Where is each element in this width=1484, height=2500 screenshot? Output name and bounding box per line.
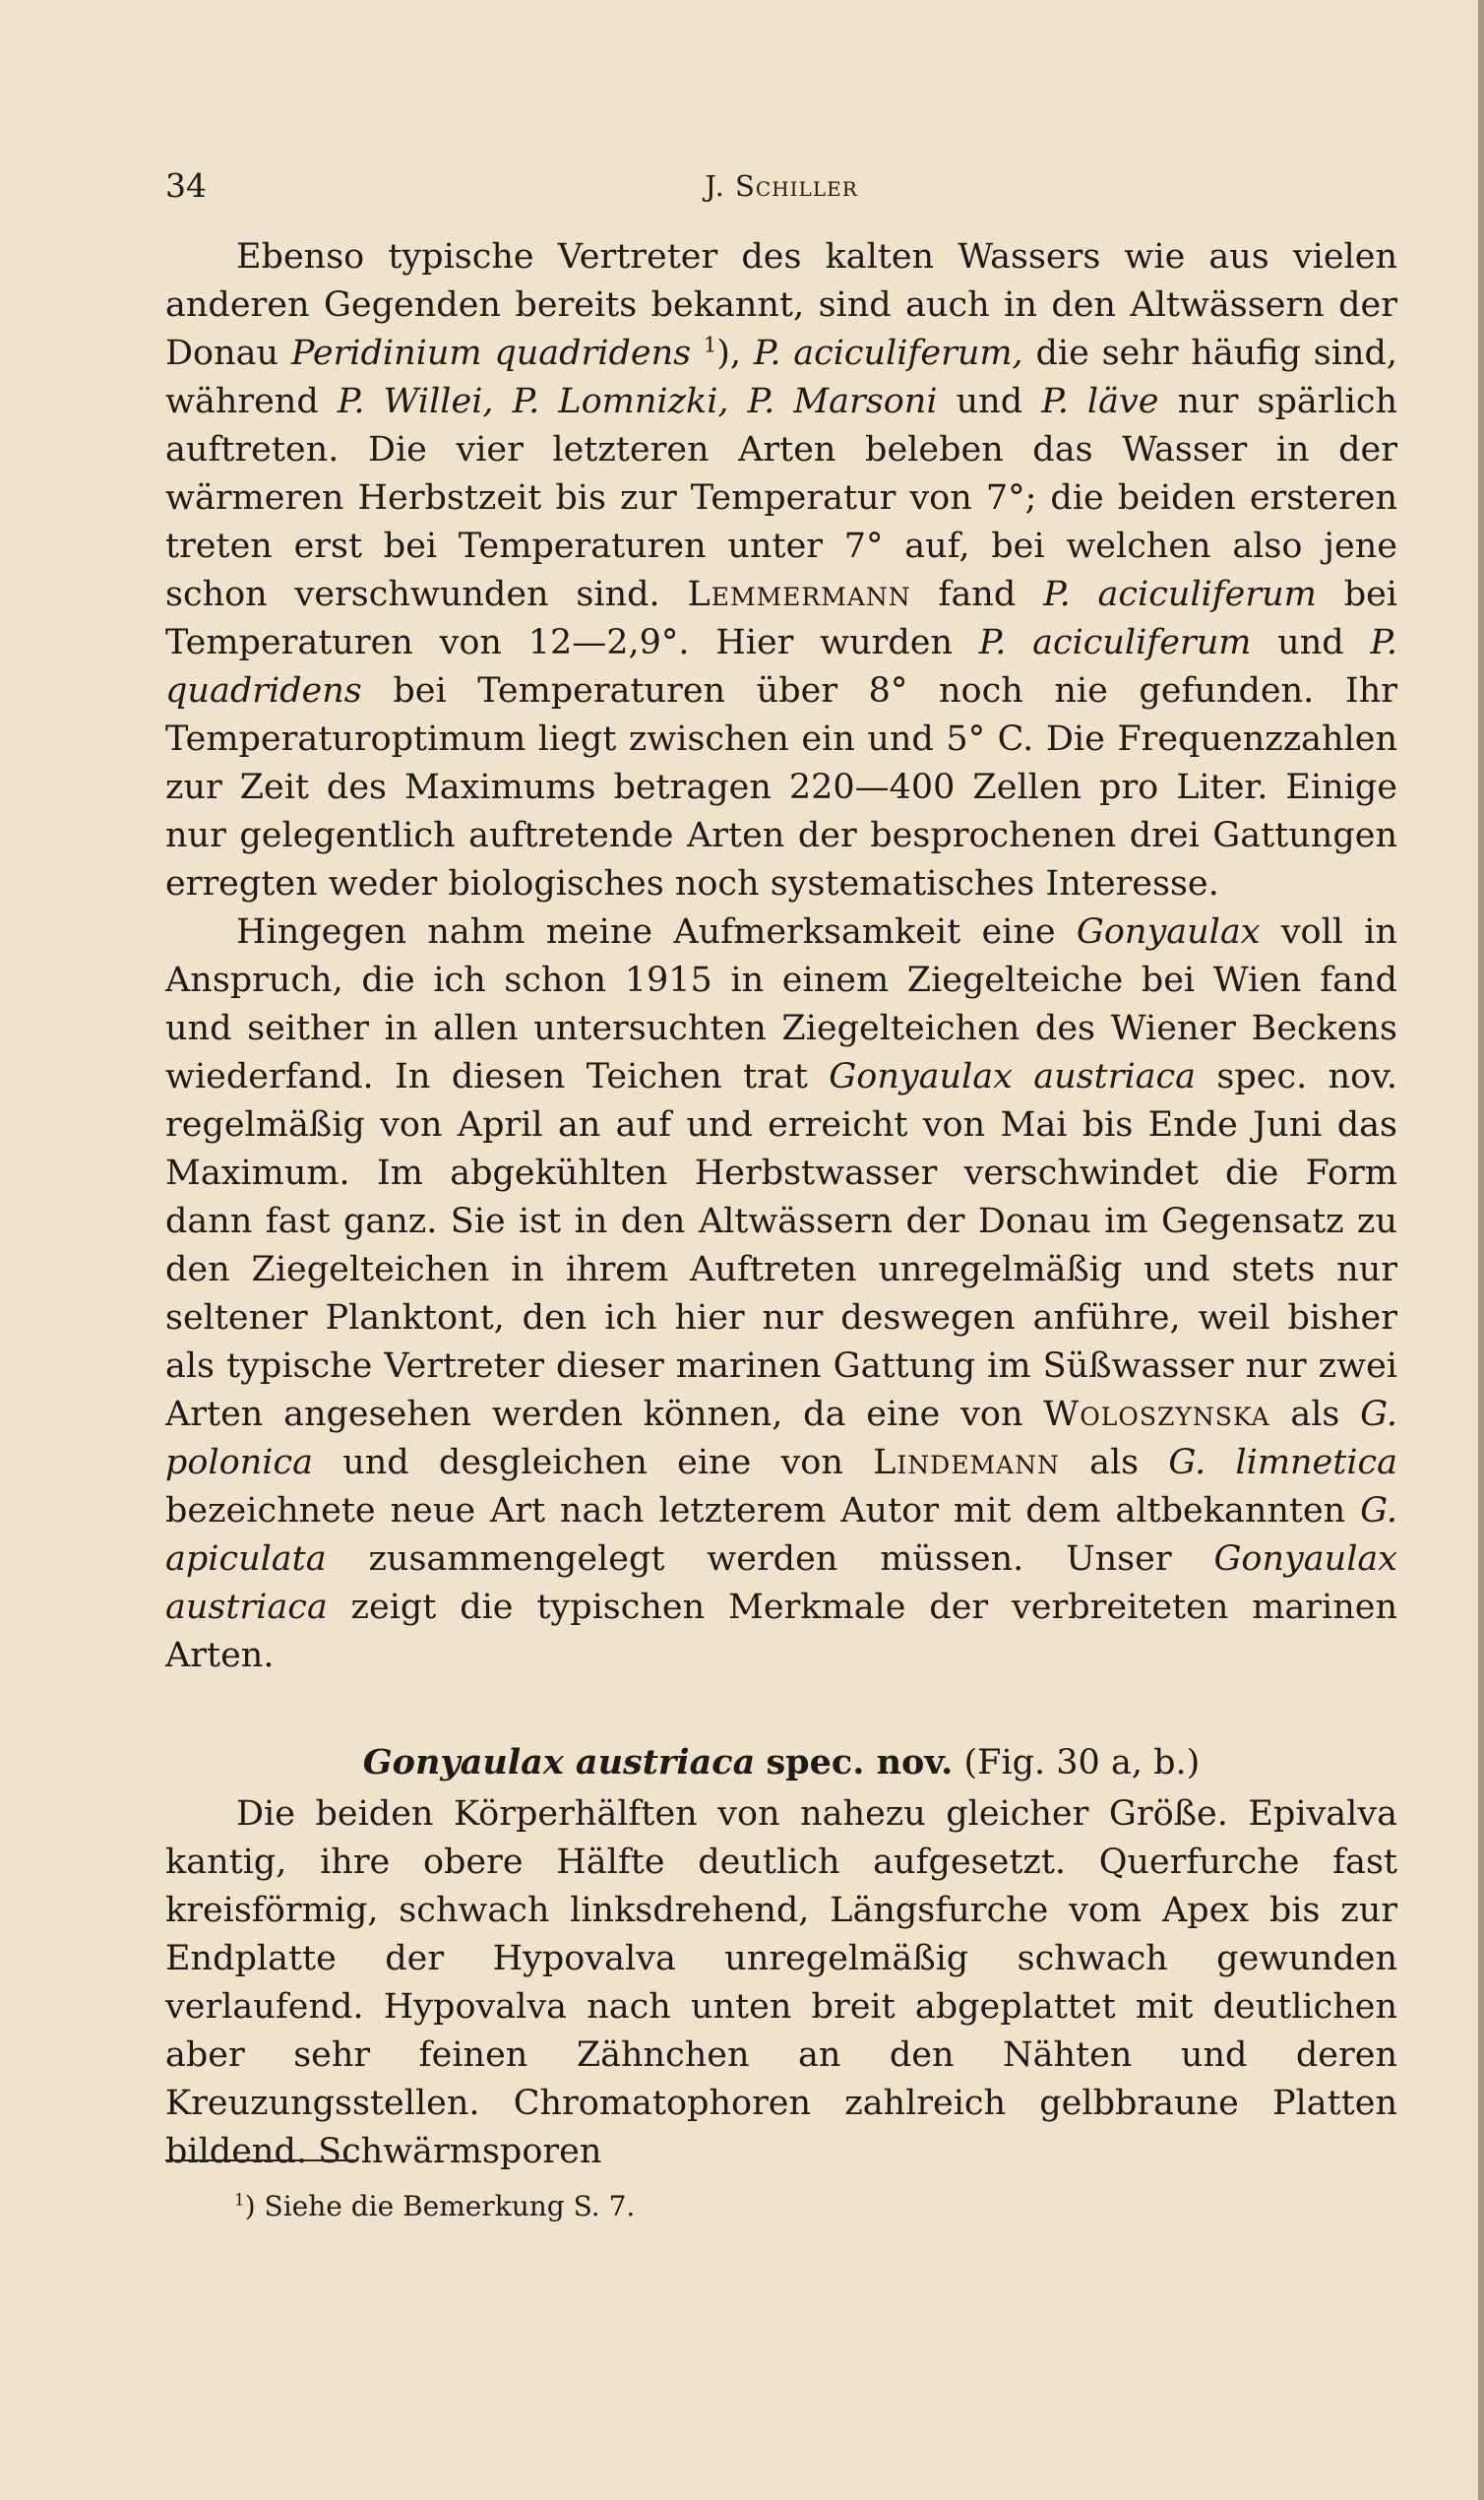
species-name: P. läve (1041, 382, 1159, 421)
text-run: fand (910, 575, 1044, 614)
page-edge (1478, 0, 1484, 2500)
footnote-text: ) Siehe die Bemerkung S. 7. (244, 2190, 636, 2222)
text-run: als (1059, 1443, 1169, 1482)
text-run: zusammengelegt werden müssen. Unser (326, 1539, 1214, 1579)
footnote-marker: 1 (234, 2189, 245, 2210)
author-name: Lindemann (873, 1443, 1060, 1482)
text-run: bezeichnete neue Art nach letzterem Autor mit dem altbekannten (165, 1491, 1361, 1531)
page-number: 34 (165, 166, 207, 205)
author-name: Lemmermann (687, 575, 911, 614)
text-run: ), (716, 334, 754, 373)
author-name: Woloszynska (1043, 1395, 1270, 1434)
text-run: nur spärlich auftreten. Die vier letzteren Arten beleben das Wasser in der wärmeren Herbstzeit bis zur Temperatur von 7°; die beiden ersteren treten erst bei Temperaturen unter 7° auf, bei welchen also jene schon verschwunden sind. (165, 382, 1397, 614)
text-run: spec. nov. regelmäßig von April an auf und erreicht von Mai bis Ende Juni das Maximum. Im abgekühlten Herbstwasser verschwindet die Form dann fast ganz. Sie ist in den Altwässern der Donau im Gegensatz zu den Ziegelteichen in ihrem Auftreten unregelmäßig und stets nur seltener Planktont, den ich hier nur deswegen anführe, weil bisher als typische Vertreter dieser marinen Gattung im Süßwasser nur zwei Arten angesehen werden können, da eine von (165, 1057, 1398, 1434)
species-name: G. apiculata (165, 1491, 1397, 1579)
species-heading-status: spec. nov. (766, 1742, 954, 1782)
species-name: G. polonica (165, 1395, 1397, 1482)
paragraph-3: Die beiden Körperhälften von nahezu gleicher Größe. Epivalva kantig, ihre obere Hälfte deutlich aufgesetzt. Querfurche fast kreisförmig, schwach linksdrehend, Längsfurche vom Apex bis zur Endplatte der Hypovalva unregelmäßig schwach gewunden verlaufend. Hypovalva nach unten breit abgeplattet mit deutlichen aber sehr feinen Zähnchen an den Nähten und deren Kreuzungsstellen. Chromatophoren zahlreich gelbbraune Platten bildend. Schwärmsporen (165, 1794, 1397, 2171)
species-name: P. Willei, P. Lomnizki, P. Marsoni (337, 382, 938, 421)
species-name: P. aciculiferum (978, 623, 1252, 662)
species-name: Gonyaulax austriaca (165, 1539, 1397, 1627)
figure-reference: (Fig. 30 a, b.) (963, 1743, 1201, 1782)
species-name: G. limnetica (1168, 1443, 1397, 1482)
species-heading-name: Gonyaulax austriaca (362, 1742, 756, 1782)
text-run: bei Temperaturen über 8° noch nie gefunden. Ihr Temperaturoptimum liegt zwischen ein und 5° C. Die Frequenzzahlen zur Zeit des Maximums betragen 220—400 Zellen pro Liter. Einige nur gelegentlich auftretende Arten der besprochenen drei Gattungen erregten weder biologisches noch systematisches Interesse. (165, 671, 1397, 904)
page-header (165, 163, 1397, 209)
text-run: und desgleichen eine von (312, 1443, 874, 1482)
paragraph-2 (165, 908, 1397, 1680)
footnote-reference: 1 (703, 333, 717, 357)
main-text-upper (165, 233, 1397, 1680)
main-text-lower (165, 1790, 1397, 2176)
text-run: zeigt die typischen Merkmale der verbreiteten marinen Arten. (165, 1588, 1397, 1675)
species-name: P. aciculiferum (1043, 575, 1317, 614)
text-run: Ebenso typische Vertreter des kalten Wassers wie aus vielen anderen Gegenden bereits bekannt, sind auch in den Altwässern der Donau (165, 237, 1397, 373)
text-run: als (1269, 1395, 1361, 1434)
text-run: und (937, 382, 1042, 421)
text-run: voll in Anspruch, die ich schon 1915 in einem Ziegelteiche bei Wien fand und seither in allen untersuchten Ziegelteichen des Wiener Beckens wiederfand. In diesen Teichen trat (165, 912, 1397, 1096)
text-run: bei Temperaturen von 12—2,9°. Hier wurden (165, 575, 1398, 662)
species-name: Gonyaulax (1076, 912, 1261, 952)
species-name: P. aciculiferum, (753, 334, 1023, 373)
species-name: P. quadridens (165, 623, 1397, 711)
running-head: J. Schiller (705, 169, 858, 203)
text-run: Hingegen nahm meine Aufmerksamkeit eine (236, 912, 1077, 952)
text-run: die sehr häufig sind, während (165, 334, 1398, 421)
footnote (234, 2187, 635, 2226)
species-name: Gonyaulax austriaca (829, 1057, 1196, 1096)
footnote-rule (165, 2159, 358, 2161)
species-heading (165, 1740, 1397, 1785)
text-run: und (1251, 623, 1371, 662)
paragraph-1 (165, 233, 1397, 908)
species-name: Peridinium quadridens (290, 334, 692, 373)
